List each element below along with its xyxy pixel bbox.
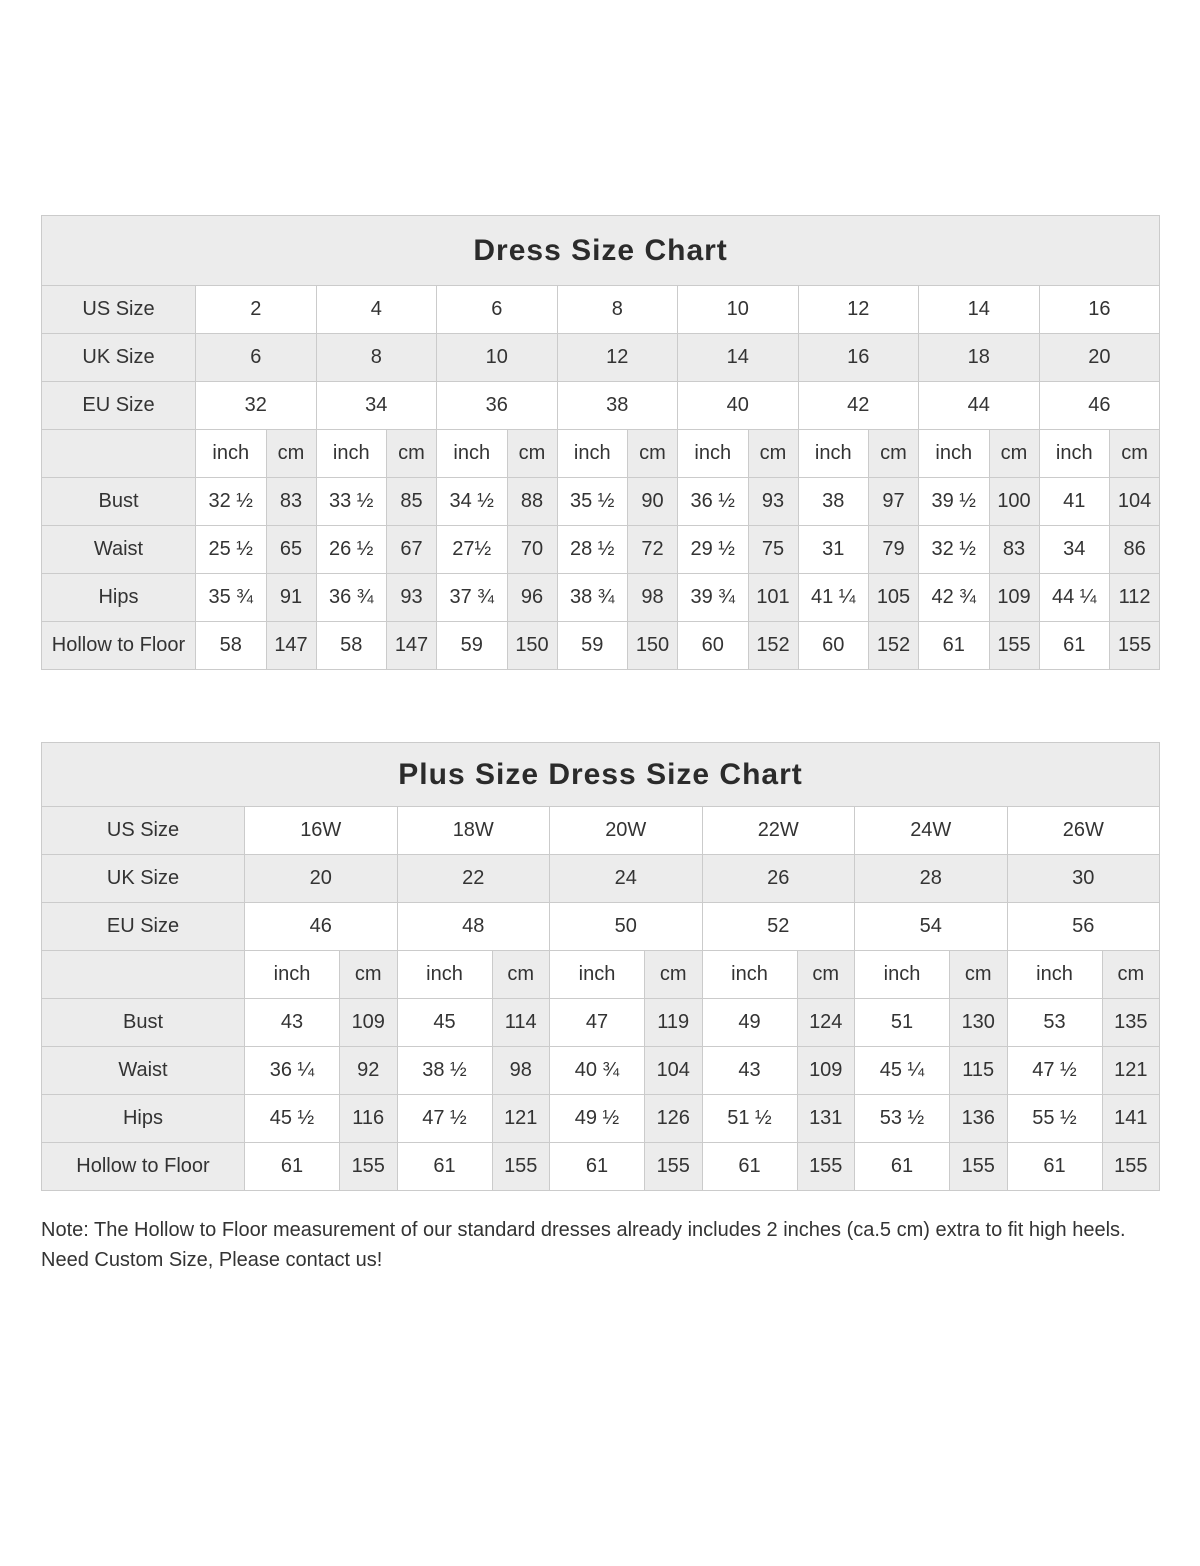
note bbox=[41, 1215, 1159, 1275]
measurement-value-cell: 42 ¾ bbox=[919, 574, 990, 622]
measurement-value-cell: 141 bbox=[1102, 1095, 1160, 1143]
measurement-value-cell: 31 bbox=[798, 526, 869, 574]
measurement-value-cell: 51 ½ bbox=[702, 1095, 797, 1143]
measurement-value-cell: 98 bbox=[492, 1047, 550, 1095]
units-row bbox=[42, 430, 1160, 478]
measurement-value-cell: 105 bbox=[869, 574, 919, 622]
measurement-value-cell: 83 bbox=[266, 478, 316, 526]
measurement-value-cell: 35 ¾ bbox=[196, 574, 267, 622]
measurement-value-cell: 43 bbox=[702, 1047, 797, 1095]
measurement-value-cell: 85 bbox=[387, 478, 437, 526]
size-value-cell: 6 bbox=[437, 286, 558, 334]
measurement-value-cell: 109 bbox=[340, 999, 398, 1047]
measurement-value-cell: 38 ½ bbox=[397, 1047, 492, 1095]
size-value-cell: 20 bbox=[245, 855, 398, 903]
measurement-value-cell: 29 ½ bbox=[678, 526, 749, 574]
size-value-cell: 2 bbox=[196, 286, 317, 334]
size-value-cell: 12 bbox=[557, 334, 678, 382]
measurement-value-cell: 25 ½ bbox=[196, 526, 267, 574]
measurement-row bbox=[42, 1143, 1160, 1191]
unit-label-cell: cm bbox=[989, 430, 1039, 478]
measurement-value-cell: 155 bbox=[492, 1143, 550, 1191]
size-value-cell: 14 bbox=[678, 334, 799, 382]
measurement-value-cell: 121 bbox=[1102, 1047, 1160, 1095]
size-value-cell: 6 bbox=[196, 334, 317, 382]
row-label-cell: UK Size bbox=[42, 334, 196, 382]
measurement-value-cell: 104 bbox=[645, 1047, 703, 1095]
measurement-value-cell: 126 bbox=[645, 1095, 703, 1143]
unit-label-cell: inch bbox=[919, 430, 990, 478]
unit-label-cell: inch bbox=[557, 430, 628, 478]
measurement-value-cell: 39 ¾ bbox=[678, 574, 749, 622]
measurement-value-cell: 61 bbox=[855, 1143, 950, 1191]
row-label-cell: Hips bbox=[42, 574, 196, 622]
table-title-row bbox=[42, 216, 1160, 286]
measurement-value-cell: 97 bbox=[869, 478, 919, 526]
measurement-value-cell: 90 bbox=[628, 478, 678, 526]
measurement-value-cell: 109 bbox=[797, 1047, 855, 1095]
measurement-value-cell: 131 bbox=[797, 1095, 855, 1143]
measurement-value-cell: 88 bbox=[507, 478, 557, 526]
measurement-value-cell: 34 bbox=[1039, 526, 1110, 574]
size-value-cell: 8 bbox=[557, 286, 678, 334]
measurement-value-cell: 32 ½ bbox=[196, 478, 267, 526]
measurement-value-cell: 72 bbox=[628, 526, 678, 574]
size-value-cell: 18W bbox=[397, 807, 550, 855]
unit-label-cell: inch bbox=[1007, 951, 1102, 999]
row-label-cell: Bust bbox=[42, 999, 245, 1047]
measurement-value-cell: 27½ bbox=[437, 526, 508, 574]
measurement-value-cell: 37 ¾ bbox=[437, 574, 508, 622]
measurement-value-cell: 41 ¼ bbox=[798, 574, 869, 622]
measurement-value-cell: 59 bbox=[557, 622, 628, 670]
unit-label-cell: cm bbox=[387, 430, 437, 478]
measurement-value-cell: 45 ¼ bbox=[855, 1047, 950, 1095]
measurement-value-cell: 53 ½ bbox=[855, 1095, 950, 1143]
size-value-cell: 34 bbox=[316, 382, 437, 430]
measurement-value-cell: 152 bbox=[748, 622, 798, 670]
chart-title: Dress Size Chart bbox=[42, 216, 1160, 286]
measurement-value-cell: 155 bbox=[645, 1143, 703, 1191]
size-row bbox=[42, 903, 1160, 951]
size-row bbox=[42, 286, 1160, 334]
measurement-value-cell: 115 bbox=[950, 1047, 1008, 1095]
measurement-value-cell: 101 bbox=[748, 574, 798, 622]
measurement-value-cell: 65 bbox=[266, 526, 316, 574]
table-title-row bbox=[42, 743, 1160, 807]
measurement-value-cell: 36 ½ bbox=[678, 478, 749, 526]
measurement-value-cell: 45 ½ bbox=[245, 1095, 340, 1143]
size-value-cell: 16W bbox=[245, 807, 398, 855]
row-label-cell: EU Size bbox=[42, 382, 196, 430]
measurement-value-cell: 58 bbox=[196, 622, 267, 670]
units-row bbox=[42, 951, 1160, 999]
measurement-row bbox=[42, 526, 1160, 574]
measurement-value-cell: 93 bbox=[387, 574, 437, 622]
unit-label-cell: inch bbox=[397, 951, 492, 999]
size-value-cell: 50 bbox=[550, 903, 703, 951]
measurement-value-cell: 39 ½ bbox=[919, 478, 990, 526]
size-value-cell: 32 bbox=[196, 382, 317, 430]
unit-label-cell: cm bbox=[950, 951, 1008, 999]
unit-label-cell: inch bbox=[437, 430, 508, 478]
measurement-value-cell: 61 bbox=[702, 1143, 797, 1191]
unit-label-cell: cm bbox=[869, 430, 919, 478]
measurement-value-cell: 104 bbox=[1110, 478, 1160, 526]
unit-label-cell: inch bbox=[196, 430, 267, 478]
measurement-value-cell: 155 bbox=[989, 622, 1039, 670]
measurement-value-cell: 121 bbox=[492, 1095, 550, 1143]
measurement-value-cell: 130 bbox=[950, 999, 1008, 1047]
measurement-value-cell: 135 bbox=[1102, 999, 1160, 1047]
measurement-value-cell: 155 bbox=[1102, 1143, 1160, 1191]
size-value-cell: 40 bbox=[678, 382, 799, 430]
measurement-value-cell: 61 bbox=[245, 1143, 340, 1191]
unit-label-cell: cm bbox=[1110, 430, 1160, 478]
row-label-cell: US Size bbox=[42, 286, 196, 334]
measurement-value-cell: 79 bbox=[869, 526, 919, 574]
units-spacer-cell bbox=[42, 430, 196, 478]
measurement-value-cell: 51 bbox=[855, 999, 950, 1047]
measurement-value-cell: 47 bbox=[550, 999, 645, 1047]
row-label-cell: Hollow to Floor bbox=[42, 1143, 245, 1191]
measurement-value-cell: 155 bbox=[797, 1143, 855, 1191]
measurement-value-cell: 49 ½ bbox=[550, 1095, 645, 1143]
measurement-value-cell: 38 bbox=[798, 478, 869, 526]
measurement-value-cell: 47 ½ bbox=[1007, 1047, 1102, 1095]
measurement-value-cell: 26 ½ bbox=[316, 526, 387, 574]
standard-size-table bbox=[41, 215, 1160, 670]
measurement-value-cell: 61 bbox=[397, 1143, 492, 1191]
measurement-value-cell: 119 bbox=[645, 999, 703, 1047]
note-line-2: Need Custom Size, Please contact us! bbox=[41, 1249, 383, 1271]
unit-label-cell: cm bbox=[645, 951, 703, 999]
measurement-value-cell: 75 bbox=[748, 526, 798, 574]
unit-label-cell: cm bbox=[340, 951, 398, 999]
measurement-value-cell: 150 bbox=[628, 622, 678, 670]
size-value-cell: 46 bbox=[1039, 382, 1160, 430]
plus-size-table bbox=[41, 742, 1160, 1191]
measurement-value-cell: 36 ¾ bbox=[316, 574, 387, 622]
size-row bbox=[42, 855, 1160, 903]
size-value-cell: 24 bbox=[550, 855, 703, 903]
measurement-value-cell: 36 ¼ bbox=[245, 1047, 340, 1095]
measurement-value-cell: 114 bbox=[492, 999, 550, 1047]
measurement-value-cell: 32 ½ bbox=[919, 526, 990, 574]
measurement-row bbox=[42, 574, 1160, 622]
measurement-value-cell: 92 bbox=[340, 1047, 398, 1095]
measurement-row bbox=[42, 478, 1160, 526]
units-spacer-cell bbox=[42, 951, 245, 999]
unit-label-cell: inch bbox=[798, 430, 869, 478]
size-value-cell: 22W bbox=[702, 807, 855, 855]
measurement-value-cell: 61 bbox=[919, 622, 990, 670]
size-row bbox=[42, 334, 1160, 382]
unit-label-cell: cm bbox=[628, 430, 678, 478]
measurement-value-cell: 61 bbox=[1039, 622, 1110, 670]
unit-label-cell: inch bbox=[678, 430, 749, 478]
measurement-value-cell: 152 bbox=[869, 622, 919, 670]
size-value-cell: 24W bbox=[855, 807, 1008, 855]
size-value-cell: 20W bbox=[550, 807, 703, 855]
measurement-row bbox=[42, 622, 1160, 670]
measurement-value-cell: 44 ¼ bbox=[1039, 574, 1110, 622]
chart-title: Plus Size Dress Size Chart bbox=[42, 743, 1160, 807]
row-label-cell: Hollow to Floor bbox=[42, 622, 196, 670]
measurement-value-cell: 96 bbox=[507, 574, 557, 622]
size-value-cell: 56 bbox=[1007, 903, 1160, 951]
measurement-value-cell: 67 bbox=[387, 526, 437, 574]
size-value-cell: 46 bbox=[245, 903, 398, 951]
size-value-cell: 16 bbox=[798, 334, 919, 382]
size-row bbox=[42, 807, 1160, 855]
unit-label-cell: inch bbox=[550, 951, 645, 999]
measurement-value-cell: 49 bbox=[702, 999, 797, 1047]
note-line-1: Note: The Hollow to Floor measurement of our standard dresses already includes 2 inches (ca.5 cm) extra to fit high heels. bbox=[41, 1219, 1126, 1241]
unit-label-cell: cm bbox=[1102, 951, 1160, 999]
measurement-value-cell: 45 bbox=[397, 999, 492, 1047]
measurement-value-cell: 93 bbox=[748, 478, 798, 526]
unit-label-cell: cm bbox=[492, 951, 550, 999]
size-value-cell: 38 bbox=[557, 382, 678, 430]
unit-label-cell: cm bbox=[797, 951, 855, 999]
row-label-cell: Waist bbox=[42, 526, 196, 574]
measurement-value-cell: 150 bbox=[507, 622, 557, 670]
measurement-value-cell: 61 bbox=[550, 1143, 645, 1191]
measurement-value-cell: 41 bbox=[1039, 478, 1110, 526]
size-value-cell: 42 bbox=[798, 382, 919, 430]
unit-label-cell: cm bbox=[748, 430, 798, 478]
size-value-cell: 10 bbox=[437, 334, 558, 382]
measurement-value-cell: 60 bbox=[678, 622, 749, 670]
unit-label-cell: inch bbox=[245, 951, 340, 999]
unit-label-cell: inch bbox=[316, 430, 387, 478]
measurement-value-cell: 53 bbox=[1007, 999, 1102, 1047]
size-value-cell: 8 bbox=[316, 334, 437, 382]
measurement-value-cell: 61 bbox=[1007, 1143, 1102, 1191]
measurement-value-cell: 70 bbox=[507, 526, 557, 574]
measurement-value-cell: 55 ½ bbox=[1007, 1095, 1102, 1143]
size-value-cell: 28 bbox=[855, 855, 1008, 903]
size-value-cell: 22 bbox=[397, 855, 550, 903]
measurement-value-cell: 124 bbox=[797, 999, 855, 1047]
measurement-value-cell: 98 bbox=[628, 574, 678, 622]
measurement-value-cell: 91 bbox=[266, 574, 316, 622]
unit-label-cell: inch bbox=[855, 951, 950, 999]
measurement-value-cell: 147 bbox=[266, 622, 316, 670]
row-label-cell: Waist bbox=[42, 1047, 245, 1095]
size-value-cell: 36 bbox=[437, 382, 558, 430]
size-value-cell: 12 bbox=[798, 286, 919, 334]
size-value-cell: 14 bbox=[919, 286, 1040, 334]
measurement-value-cell: 33 ½ bbox=[316, 478, 387, 526]
size-value-cell: 26W bbox=[1007, 807, 1160, 855]
measurement-value-cell: 40 ¾ bbox=[550, 1047, 645, 1095]
measurement-value-cell: 58 bbox=[316, 622, 387, 670]
row-label-cell: UK Size bbox=[42, 855, 245, 903]
measurement-row bbox=[42, 1095, 1160, 1143]
size-value-cell: 44 bbox=[919, 382, 1040, 430]
size-value-cell: 48 bbox=[397, 903, 550, 951]
measurement-value-cell: 147 bbox=[387, 622, 437, 670]
row-label-cell: EU Size bbox=[42, 903, 245, 951]
measurement-row bbox=[42, 999, 1160, 1047]
measurement-value-cell: 34 ½ bbox=[437, 478, 508, 526]
unit-label-cell: cm bbox=[507, 430, 557, 478]
measurement-value-cell: 60 bbox=[798, 622, 869, 670]
measurement-value-cell: 59 bbox=[437, 622, 508, 670]
measurement-value-cell: 47 ½ bbox=[397, 1095, 492, 1143]
size-value-cell: 4 bbox=[316, 286, 437, 334]
size-value-cell: 18 bbox=[919, 334, 1040, 382]
measurement-value-cell: 155 bbox=[1110, 622, 1160, 670]
unit-label-cell: inch bbox=[1039, 430, 1110, 478]
row-label-cell: Hips bbox=[42, 1095, 245, 1143]
measurement-value-cell: 155 bbox=[340, 1143, 398, 1191]
size-value-cell: 54 bbox=[855, 903, 1008, 951]
measurement-value-cell: 86 bbox=[1110, 526, 1160, 574]
measurement-value-cell: 43 bbox=[245, 999, 340, 1047]
row-label-cell: US Size bbox=[42, 807, 245, 855]
size-value-cell: 20 bbox=[1039, 334, 1160, 382]
size-value-cell: 30 bbox=[1007, 855, 1160, 903]
measurement-value-cell: 28 ½ bbox=[557, 526, 628, 574]
size-value-cell: 16 bbox=[1039, 286, 1160, 334]
measurement-value-cell: 83 bbox=[989, 526, 1039, 574]
measurement-value-cell: 109 bbox=[989, 574, 1039, 622]
measurement-value-cell: 100 bbox=[989, 478, 1039, 526]
size-value-cell: 26 bbox=[702, 855, 855, 903]
measurement-row bbox=[42, 1047, 1160, 1095]
measurement-value-cell: 112 bbox=[1110, 574, 1160, 622]
size-row bbox=[42, 382, 1160, 430]
measurement-value-cell: 38 ¾ bbox=[557, 574, 628, 622]
size-value-cell: 52 bbox=[702, 903, 855, 951]
size-value-cell: 10 bbox=[678, 286, 799, 334]
row-label-cell: Bust bbox=[42, 478, 196, 526]
measurement-value-cell: 116 bbox=[340, 1095, 398, 1143]
measurement-value-cell: 136 bbox=[950, 1095, 1008, 1143]
unit-label-cell: inch bbox=[702, 951, 797, 999]
measurement-value-cell: 155 bbox=[950, 1143, 1008, 1191]
measurement-value-cell: 35 ½ bbox=[557, 478, 628, 526]
unit-label-cell: cm bbox=[266, 430, 316, 478]
